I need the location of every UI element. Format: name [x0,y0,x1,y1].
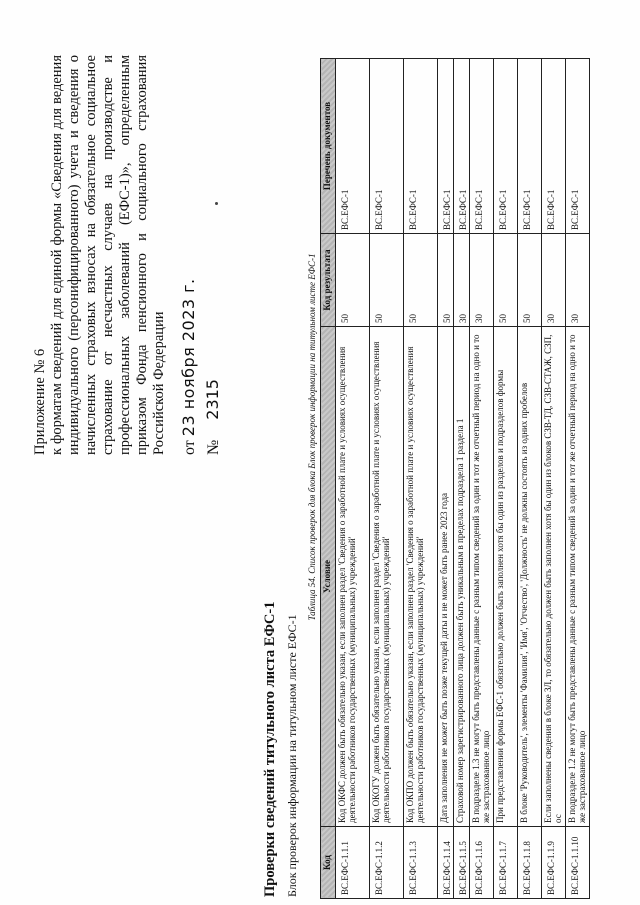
table-cell-code: ВС.ЕФС-1.1.8 [518,827,542,899]
table-row [336,59,370,899]
header-condition: Условие [321,327,336,827]
appendix-number [204,55,222,455]
table-cell-result: 30 [542,234,566,327]
table-cell-code: ВС.ЕФС-1.1.6 [470,827,494,899]
table-cell-code: ВС.ЕФС-1.1.1 [336,827,370,899]
scan-speck [215,202,218,205]
table-cell-docs: ВС.ЕФС-1 [518,59,542,234]
table-cell-code: ВС.ЕФС-1.1.4 [438,827,454,899]
table-cell-code: ВС.ЕФС-1.1.2 [370,827,404,899]
date-value: 23 ноября 2023 г. [179,278,198,437]
table-cell-result: 30 [566,234,590,327]
table-row [494,59,518,899]
table-row [404,59,438,899]
table-cell-result: 50 [336,234,370,327]
table-cell-condition: Страховой номер зарегистрированного лица должен быть уникальным в пределах подраздела 1 раздела 1 [454,327,470,827]
section-title: Проверки сведений титульного листа ЕФС-1 [262,601,278,897]
date-prefix: от [181,440,198,455]
table-cell-docs: ВС.ЕФС-1 [438,59,454,234]
table-cell-docs: ВС.ЕФС-1 [370,59,404,234]
table-header-row [321,59,336,899]
table-cell-condition: Код ОКОГУ должен быть обязательно указан, если заполнен раздел 'Сведения о заработной плате и условиях осуществления деятельности работников государственных (муниципальных) учреждений' [370,327,404,827]
checks-table [320,58,590,899]
header-result: Код результата [321,234,336,327]
table-cell-docs: ВС.ЕФС-1 [566,59,590,234]
table-cell-docs: ВС.ЕФС-1 [454,59,470,234]
table-cell-condition: Код ОКФС должен быть обязательно указан, если заполнен раздел 'Сведения о заработной плате и условиях осуществления деятельности работников государственных (муниципальных) учреждений' [336,327,370,827]
number-value: 2315 [203,379,222,420]
table-cell-docs: ВС.ЕФС-1 [404,59,438,234]
appendix-title: Приложение № 6 [32,348,48,455]
appendix-body: к форматам сведений для единой формы «Сведения для ведения индивидуального (персонифицированного) учета и сведения о начисленных страховых взносах на обязательное социальное страхование от несчастных случаев на производстве и профессиональных заболеваний (ЕФС-1)», определенным приказом Фонда пенсионного и социального страхования Российской Федерации [49,55,167,455]
table-cell-condition: Код ОКПО должен быть обязательно указан, если заполнен раздел 'Сведения о заработной плате и условиях осуществления деятельности работников государственных (муниципальных) учреждений' [404,327,438,827]
table-row [454,59,470,899]
table-cell-result: 50 [518,234,542,327]
table-cell-result: 30 [454,234,470,327]
table-cell-result: 30 [470,234,494,327]
header-code: Код [321,827,336,899]
table-cell-code: ВС.ЕФС-1.1.9 [542,827,566,899]
table-caption: Таблица 54. Список проверок для блока Блок проверок информации на титульном листе ЕФС-1 [307,253,317,621]
appendix-header [32,55,222,455]
table-row [438,59,454,899]
table-row [542,59,566,899]
table-cell-docs: ВС.ЕФС-1 [336,59,370,234]
table-cell-code: ВС.ЕФС-1.1.7 [494,827,518,899]
table-cell-condition: В блоке 'Руководитель', элементы 'Фамилия', 'Имя', 'Отчество', 'Должность' не должны состоять из одних пробелов [518,327,542,827]
table-row [566,59,590,899]
table-row [518,59,542,899]
table-cell-docs: ВС.ЕФС-1 [494,59,518,234]
table-row [470,59,494,899]
header-docs: Перечень документов [321,59,336,234]
table-cell-code: ВС.ЕФС-1.1.10 [566,827,590,899]
appendix-date [180,55,198,455]
table-cell-result: 50 [370,234,404,327]
table-cell-code: ВС.ЕФС-1.1.5 [454,827,470,899]
table-cell-condition: В подразделе 1.2 не могут быть представлены данные с разным типом сведений за один и тот же отчетный период на одно и то же застрахованное лицо [566,327,590,827]
table-cell-condition: Дата заполнения не может быть позже текущей даты и не может быть ранее 2023 года [438,327,454,827]
table-cell-result: 50 [438,234,454,327]
number-prefix: № [205,439,222,455]
table-cell-condition: Если заполнены сведения в блоке ЗЛ, то обязательно должен быть заполнен хотя бы один из блоков СЗВ-ТД, СЗВ-СТАЖ, СЗП, ос [542,327,566,827]
table-cell-code: ВС.ЕФС-1.1.3 [404,827,438,899]
table-cell-result: 50 [494,234,518,327]
table-cell-docs: ВС.ЕФС-1 [470,59,494,234]
table-cell-docs: ВС.ЕФС-1 [542,59,566,234]
section-subtitle: Блок проверок информации на титульном листе ЕФС-1 [285,614,299,897]
table-cell-condition: При представлении формы ЕФС-1 обязательно должен быть заполнен хотя бы один из разделов и подразделов формы [494,327,518,827]
table-cell-result: 50 [404,234,438,327]
table-row [370,59,404,899]
table-cell-condition: В подразделе 1.3 не могут быть представлены данные с разным типом сведений за один и тот же отчетный период на одно и то же застрахованное лицо [470,327,494,827]
